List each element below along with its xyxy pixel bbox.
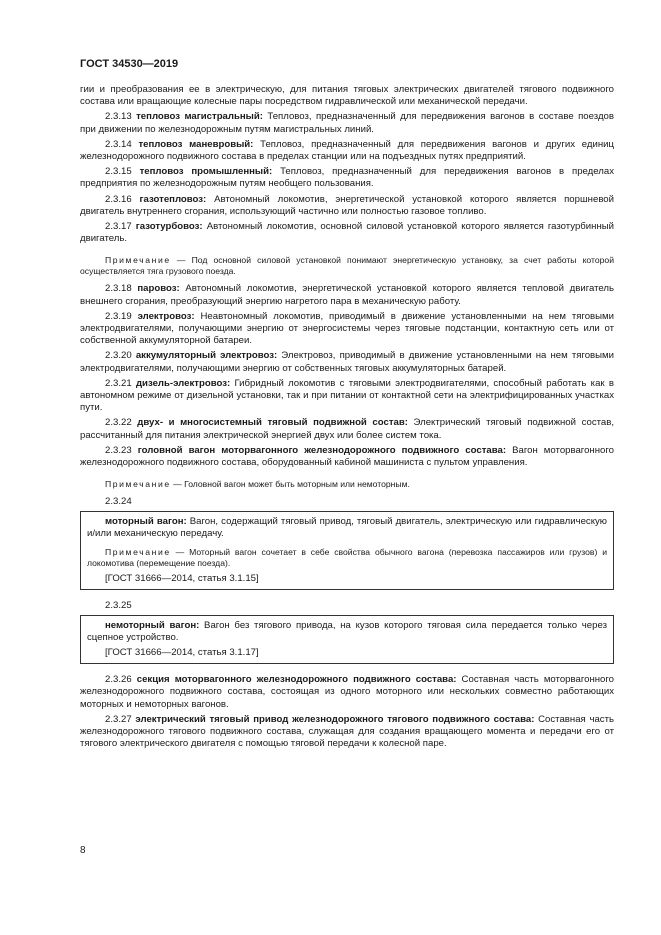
definition-2-3-22 [80,417,614,441]
source-reference: [ГОСТ 31666—2014, статья 3.1.15] [105,572,259,584]
note-text: — Моторный вагон сочетает в себе свойства обычного вагона (перевозка пассажиров или грузов) и локомотива (перемещение поезда). [87,546,607,568]
definition-text: Тепловоз, предназначенный для передвижения вагонов в составе поездов при движении по железнодорожным путям магистральных линий. [80,111,614,135]
document-header: ГОСТ 34530—2019 [80,58,179,70]
definition-term: электрический тяговый привод железнодорожного тягового подвижного состава: [135,713,535,725]
definition-term: головной вагон моторвагонного железнодорожного подвижного состава: [137,444,507,456]
definition-2-3-16 [80,194,614,218]
definition-text: Составная часть моторвагонного железнодорожного подвижного состава, состоящая из одного моторного или нескольких совместно работающих моторных и немоторных вагонов. [80,674,615,710]
definition-text: Гибридный локомотив с тяговыми электродвигателями, способный работать как в автономном режиме от дизельной установки, так и при питании от контактной сети на электрифицированных участках пути. [80,377,614,414]
definition-term: дизель-электровоз: [135,377,231,389]
definition-text: Неавтономный локомотив, приводимый в движение установленными на нем тяговыми электродвигателями, получающими энергию от энергосистемы через тяговые подстанции, контактную сеть или от собственной аккумуляторной батареи. [80,310,614,347]
definition-2-3-17 [80,221,614,245]
definition-text: Тепловоз, предназначенный для передвижения вагонов и других единиц железнодорожного подвижного состава в пределах станции или на подъездных путях предприятий. [80,138,615,163]
source-reference: [ГОСТ 31666—2014, статья 3.1.17] [105,647,259,659]
definition-number: 2.3.19 [105,310,132,322]
definition-2-3-21 [80,378,614,415]
items-group-1 [80,111,614,245]
box-1-number: 2.3.24 [105,496,132,508]
definition-text: Вагон моторвагонного железнодорожного подвижного состава, оборудованный кабиной машиниста с пультом управления. [80,444,614,469]
definition-number: 2.3.21 [105,377,132,389]
definition-2-3-20 [80,350,614,374]
note-text: — Головной вагон может быть моторным или немоторным. [170,479,410,490]
definition-2-3-13 [80,111,614,135]
definition-number: 2.3.13 [105,111,132,123]
definition-term: двух- и многосистемный тяговый подвижной состав: [137,417,408,429]
box-definition [87,620,607,644]
note-label: Примечание [105,546,171,557]
definition-number: 2.3.15 [105,166,132,178]
definition-text: Вагон без тягового привода, на кузов которого тяговая сила передается только через сцепное устройство. [87,619,607,643]
definition-text: Электрический тяговый подвижной состав, рассчитанный для питания электрической энергией двух или более систем тока. [80,417,614,441]
definition-term: аккумуляторный электровоз: [135,350,278,362]
definition-2-3-27 [80,714,614,751]
definition-number: 2.3.18 [105,283,132,295]
definition-text: Составная часть железнодорожного тягового подвижного состава, служащая для создания вращающего момента и передачи его от тягового электрического двигателя с помощью тяговой передачи к колесной паре. [80,713,614,750]
definition-term: секция моторвагонного железнодорожного подвижного состава: [136,674,457,686]
note-label: Примечание [105,479,171,490]
note-1 [80,255,614,277]
definition-text: Автономный локомотив, энергетической установкой которого является поршневой двигатель внутреннего сгорания, использующий частично или полностью газовое топливо. [80,193,614,217]
page-number: 8 [80,845,86,856]
definition-term: газотепловоз: [139,193,207,205]
definition-term: электровоз: [137,310,195,322]
box-2-number: 2.3.25 [105,599,132,611]
definition-number: 2.3.22 [105,417,132,429]
box-definition [87,516,607,540]
definition-number: 2.3.26 [105,674,132,686]
intro-paragraph: гии и преобразования ее в электрическую, для питания тяговых электрических двигателей тягового подвижного состава или вращающие колесные пары посредством гидравлической или механической передачи. [80,84,614,108]
definition-number: 2.3.20 [105,350,132,362]
definition-term: тепловоз магистральный: [136,111,263,123]
items-group-3 [80,674,614,750]
definition-2-3-14 [80,139,614,163]
definition-term: немоторный вагон: [105,619,200,631]
note-text: — Под основной силовой установкой понимают энергетическую установку, за счет работы которой осуществляется тяга грузового поезда. [80,255,614,277]
box-2-3-25 [80,615,614,664]
definition-number: 2.3.27 [105,713,132,725]
box-note [87,547,607,569]
definition-term: моторный вагон: [105,516,187,528]
definition-number: 2.3.14 [105,138,132,150]
definition-term: тепловоз промышленный: [139,166,273,178]
items-group-2 [80,283,614,469]
definition-text: Тепловоз, предназначенный для передвижения вагонов в пределах предприятия по железнодорожным путям необщего пользования. [80,166,615,190]
definition-2-3-23 [80,445,614,469]
definition-2-3-15 [80,166,614,190]
definition-term: газотурбовоз: [135,221,203,233]
definition-term: паровоз: [137,283,180,295]
note-label: Примечание [105,255,171,266]
definition-term: тепловоз маневровый: [138,138,254,150]
definition-2-3-26 [80,674,614,711]
definition-text: Автономный локомотив, основной силовой установкой которого является газотурбинный двигатель. [80,221,614,245]
note-2 [80,479,614,490]
definition-2-3-18 [80,283,614,307]
definition-text: Вагон, содержащий тяговый привод, тяговый двигатель, электрическую или гидравлическую и/или механическую передачу. [87,516,608,540]
document-page [80,58,614,753]
definition-number: 2.3.16 [105,193,132,205]
definition-2-3-19 [80,311,614,348]
definition-text: Электровоз, приводимый в движение установленными на нем тяговыми электродвигателями, получающими энергию от собственных тяговых аккумуляторных батарей. [80,350,614,374]
definition-number: 2.3.17 [105,221,132,233]
definition-text: Автономный локомотив, энергетической установкой которого является тепловой двигатель внешнего сгорания, преобразующий энергию нагретого пара в механическую работу. [80,283,615,307]
definition-number: 2.3.23 [105,444,132,456]
box-2-3-24 [80,511,614,589]
